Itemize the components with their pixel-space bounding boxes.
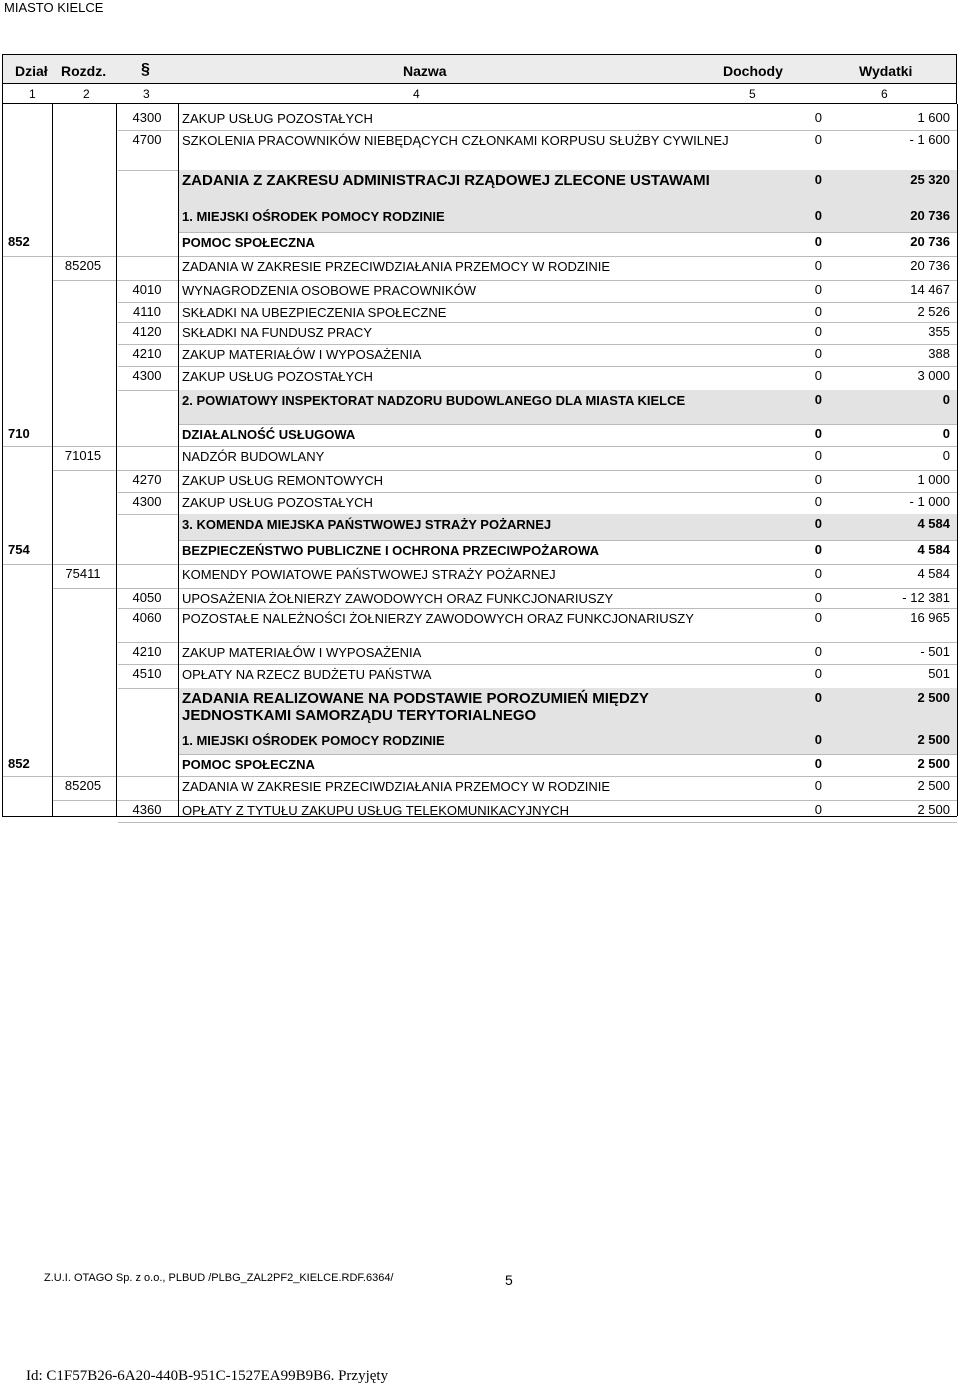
cell-c6: 388 xyxy=(928,346,950,361)
table-row xyxy=(2,344,957,366)
table-row xyxy=(2,470,957,492)
table-row xyxy=(2,588,957,608)
cell-c6: 2 526 xyxy=(917,304,950,319)
cell-c2: 71015 xyxy=(64,448,102,463)
cell-c3: 4010 xyxy=(132,282,162,297)
cell-c5: 0 xyxy=(814,610,822,625)
table-row xyxy=(2,642,957,664)
cell-c3: 4110 xyxy=(133,304,161,319)
cell-c4: ZADANIA W ZAKRESIE PRZECIWDZIAŁANIA PRZEMOCY W RODZINIE xyxy=(182,779,611,794)
cell-c1: 710 xyxy=(8,426,30,441)
cell-c1: 852 xyxy=(8,756,30,771)
cell-c4: UPOSAŻENIA ŻOŁNIERZY ZAWODOWYCH ORAZ FUNKCJONARIUSZY xyxy=(182,591,614,606)
cell-c5: 0 xyxy=(814,368,822,383)
cell-c4: WYNAGRODZENIA OSOBOWE PRACOWNIKÓW xyxy=(182,283,476,298)
cell-c6: 25 320 xyxy=(910,172,950,187)
cell-c4: POZOSTAŁE NALEŻNOŚCI ŻOŁNIERZY ZAWODOWYCH ORAZ FUNKCJONARIUSZY xyxy=(182,611,694,626)
cell-c4: ZAKUP USŁUG POZOSTAŁYCH xyxy=(182,111,373,126)
table-row xyxy=(2,366,957,390)
column-divider xyxy=(2,104,3,816)
cell-c5: 0 xyxy=(814,690,822,705)
cell-c5: 0 xyxy=(814,324,822,339)
cell-c4: SZKOLENIA PRACOWNIKÓW NIEBĘDĄCYCH CZŁONKAMI KORPUSU SŁUŻBY CYWILNEJ xyxy=(182,133,729,148)
table-row xyxy=(2,322,957,344)
cell-c5: 0 xyxy=(814,778,822,793)
table-row xyxy=(2,492,957,514)
cell-c2: 85205 xyxy=(64,778,102,793)
cell-c6: 0 xyxy=(942,392,950,407)
table-row xyxy=(2,776,957,800)
cell-c6: - 12 381 xyxy=(902,590,950,605)
cell-c4: ZAKUP USŁUG POZOSTAŁYCH xyxy=(182,369,373,384)
cell-c6: 0 xyxy=(942,448,950,463)
cell-c4: BEZPIECZEŃSTWO PUBLICZNE I OCHRONA PRZECIWPOŻAROWA xyxy=(182,543,599,558)
table-header xyxy=(2,54,957,84)
cell-c5: 0 xyxy=(814,732,822,747)
cell-c6: 2 500 xyxy=(917,732,950,747)
table-row xyxy=(2,206,957,232)
table-row xyxy=(2,514,957,540)
cell-c5: 0 xyxy=(814,304,822,319)
cell-c5: 0 xyxy=(814,258,822,273)
cell-c5: 0 xyxy=(814,172,822,187)
table-row xyxy=(2,232,957,256)
cell-c5: 0 xyxy=(814,208,822,223)
table-row xyxy=(2,446,957,470)
table-row xyxy=(2,800,957,822)
cell-c3: 4360 xyxy=(132,802,162,817)
cell-c4: SKŁADKI NA UBEZPIECZENIA SPOŁECZNE xyxy=(182,305,447,320)
cell-c3: 4050 xyxy=(132,590,162,605)
row-separator xyxy=(118,822,957,823)
cell-c5: 0 xyxy=(814,666,822,681)
table-row xyxy=(2,130,957,170)
cell-c4: OPŁATY Z TYTUŁU ZAKUPU USŁUG TELEKOMUNIKACYJNYCH xyxy=(182,803,569,818)
cell-c5: 0 xyxy=(814,566,822,581)
cell-c6: 4 584 xyxy=(917,566,950,581)
table-bottom-border xyxy=(2,816,957,817)
cell-c6: 20 736 xyxy=(910,208,950,223)
cell-c3: 4270 xyxy=(132,472,162,487)
cell-c5: 0 xyxy=(814,392,822,407)
cell-c5: 0 xyxy=(814,494,822,509)
cell-c5: 0 xyxy=(814,756,822,771)
cell-c3: 4210 xyxy=(132,346,162,361)
page-number: 5 xyxy=(505,1272,513,1288)
header-paragraph: § xyxy=(141,61,150,78)
cell-c4: ZAKUP MATERIAŁÓW I WYPOSAŻENIA xyxy=(182,645,422,660)
cell-c6: 355 xyxy=(928,324,950,339)
table-row xyxy=(2,664,957,688)
table-row xyxy=(2,608,957,642)
cell-c5: 0 xyxy=(814,110,822,125)
cell-c4: ZAKUP MATERIAŁÓW I WYPOSAŻENIA xyxy=(182,347,422,362)
table-row xyxy=(2,256,957,280)
cell-c5: 0 xyxy=(814,426,822,441)
table-row xyxy=(2,302,957,322)
cell-c2: 75411 xyxy=(65,566,101,581)
table-row xyxy=(2,280,957,302)
document-title: MIASTO KIELCE xyxy=(4,0,104,15)
cell-c4: OPŁATY NA RZECZ BUDŻETU PAŃSTWA xyxy=(182,667,432,682)
column-divider xyxy=(116,104,117,816)
cell-c1: 852 xyxy=(8,234,30,249)
cell-c3: 4120 xyxy=(132,324,162,339)
col-number: 3 xyxy=(143,87,150,101)
table-row xyxy=(2,424,957,446)
table-row xyxy=(2,730,957,754)
header-dzial: Dział xyxy=(15,63,48,79)
col-number: 2 xyxy=(83,87,90,101)
cell-c4: ZADANIA REALIZOWANE NA PODSTAWIE POROZUMIEŃ MIĘDZY JEDNOSTKAMI SAMORZĄDU TERYTORIALNEGO xyxy=(182,690,649,724)
cell-c6: 16 965 xyxy=(910,610,950,625)
footer-company: Z.U.I. OTAGO Sp. z o.o., PLBUD /PLBG_ZAL2PF2_KIELCE.RDF.6364/ xyxy=(44,1272,394,1284)
footer xyxy=(44,1272,513,1288)
cell-c4: 1. MIEJSKI OŚRODEK POMOCY RODZINIE xyxy=(182,209,445,224)
table-row xyxy=(2,564,957,588)
cell-c4: ZADANIA W ZAKRESIE PRZECIWDZIAŁANIA PRZEMOCY W RODZINIE xyxy=(182,259,611,274)
cell-c4: NADZÓR BUDOWLANY xyxy=(182,449,325,464)
cell-c5: 0 xyxy=(814,346,822,361)
cell-c5: 0 xyxy=(814,448,822,463)
table-row xyxy=(2,754,957,776)
cell-c3: 4300 xyxy=(132,110,162,125)
header-dochody: Dochody xyxy=(723,63,783,79)
budget-table xyxy=(2,54,957,816)
cell-c4: SKŁADKI NA FUNDUSZ PRACY xyxy=(182,325,372,340)
cell-c4: KOMENDY POWIATOWE PAŃSTWOWEJ STRAŻY POŻARNEJ xyxy=(182,567,556,582)
column-divider xyxy=(178,104,179,816)
cell-c6: 2 500 xyxy=(917,690,950,705)
cell-c4: ZAKUP USŁUG POZOSTAŁYCH xyxy=(182,495,373,510)
cell-c6: 501 xyxy=(928,666,950,681)
cell-c6: 4 584 xyxy=(917,542,950,557)
cell-c1: 754 xyxy=(8,542,30,557)
cell-c6: 1 000 xyxy=(917,472,950,487)
header-rozdz: Rozdz. xyxy=(61,63,107,79)
cell-c3: 4700 xyxy=(132,132,162,147)
header-wydatki: Wydatki xyxy=(859,63,913,79)
cell-c4: 3. KOMENDA MIEJSKA PAŃSTWOWEJ STRAŻY POŻARNEJ xyxy=(182,517,552,532)
document-id: Id: C1F57B26-6A20-440B-951C-1527EA99B9B6. Przyjęty xyxy=(26,1368,389,1384)
cell-c6: 2 500 xyxy=(917,778,950,793)
cell-c3: 4300 xyxy=(132,368,162,383)
cell-c6: 1 600 xyxy=(917,110,950,125)
cell-c6: 20 736 xyxy=(910,234,950,249)
table-row xyxy=(2,688,957,730)
cell-c5: 0 xyxy=(814,282,822,297)
cell-c4: ZADANIA Z ZAKRESU ADMINISTRACJI RZĄDOWEJ ZLECONE USTAWAMI xyxy=(182,172,710,189)
column-divider xyxy=(52,104,53,816)
col-number: 1 xyxy=(29,87,36,101)
cell-c5: 0 xyxy=(814,472,822,487)
cell-c3: 4060 xyxy=(132,610,162,625)
cell-c6: 2 500 xyxy=(917,756,950,771)
column-divider xyxy=(957,104,958,816)
cell-c3: 4210 xyxy=(132,644,162,659)
cell-c4: 1. MIEJSKI OŚRODEK POMOCY RODZINIE xyxy=(182,733,445,748)
header-nazwa: Nazwa xyxy=(403,63,447,79)
cell-c6: - 1 000 xyxy=(909,494,950,509)
cell-c4: ZAKUP USŁUG REMONTOWYCH xyxy=(182,473,384,488)
cell-c5: 0 xyxy=(814,644,822,659)
cell-c5: 0 xyxy=(814,132,822,147)
cell-c3: 4300 xyxy=(132,494,162,509)
table-row xyxy=(2,108,957,130)
cell-c6: 4 584 xyxy=(917,516,950,531)
cell-c6: 0 xyxy=(942,426,950,441)
cell-c6: 2 500 xyxy=(917,802,950,817)
table-row xyxy=(2,390,957,424)
cell-c5: 0 xyxy=(814,802,822,817)
column-numbers xyxy=(2,84,957,104)
cell-c6: 14 467 xyxy=(910,282,950,297)
cell-c5: 0 xyxy=(814,234,822,249)
cell-c4: POMOC SPOŁECZNA xyxy=(182,235,315,250)
col-number: 4 xyxy=(413,87,420,101)
cell-c4: POMOC SPOŁECZNA xyxy=(182,757,315,772)
cell-c6: - 1 600 xyxy=(909,132,950,147)
table-row xyxy=(2,170,957,206)
cell-c4: 2. POWIATOWY INSPEKTORAT NADZORU BUDOWLANEGO DLA MIASTA KIELCE xyxy=(182,393,686,408)
cell-c4: DZIAŁALNOŚĆ USŁUGOWA xyxy=(182,427,356,442)
cell-c6: - 501 xyxy=(920,644,950,659)
col-number: 6 xyxy=(881,87,888,101)
cell-c6: 3 000 xyxy=(917,368,950,383)
cell-c3: 4510 xyxy=(132,666,162,681)
cell-c2: 85205 xyxy=(64,258,102,273)
table-row xyxy=(2,540,957,564)
cell-c5: 0 xyxy=(814,590,822,605)
cell-c5: 0 xyxy=(814,542,822,557)
cell-c5: 0 xyxy=(814,516,822,531)
col-number: 5 xyxy=(749,87,756,101)
cell-c6: 20 736 xyxy=(910,258,950,273)
